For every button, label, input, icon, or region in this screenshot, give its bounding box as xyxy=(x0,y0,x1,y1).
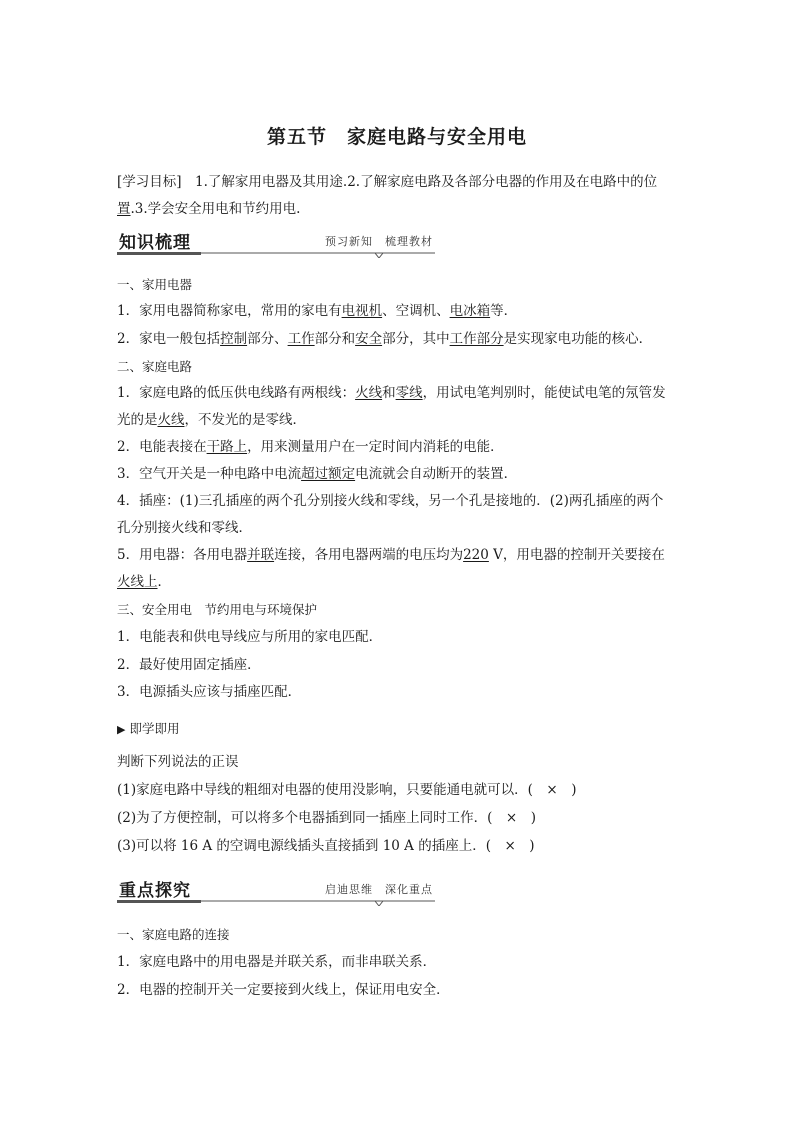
objectives-line-1: [学习目标] 1.了解家用电器及其用途.2.了解家庭电路及各部分电器的作用及在电路中的位 xyxy=(117,174,658,190)
section-heading: 三、安全用电 节约用电与环境保护 xyxy=(117,602,318,617)
paragraph: 4．插座：(1)三孔插座的两个孔分别接火线和零线，另一个孔是接地的．(2)两孔插座的两个 xyxy=(117,493,664,509)
paragraph: 1．家用电器简称家电，常用的家电有电视机、空调机、电冰箱等． xyxy=(117,303,518,319)
paragraph: 5．用电器：各用电器并联连接，各用电器两端的电压均为220 V，用电器的控制开关要接在 xyxy=(117,547,665,563)
section-heading: 一、家庭电路的连接 xyxy=(117,927,230,942)
banner-subtitle: 预习新知 梳理教材 xyxy=(325,235,433,248)
text: .3.学会安全用电和节约用电. xyxy=(130,201,301,217)
paragraph: 2．家电一般包括控制部分、工作部分和安全部分，其中工作部分是实现家电功能的核心． xyxy=(117,331,653,347)
paragraph: 2．电器的控制开关一定要接到火线上，保证用电安全． xyxy=(117,982,450,998)
paragraph: 2．最好使用固定插座． xyxy=(117,657,261,673)
play-circle-icon: ▶ xyxy=(117,723,126,736)
paragraph: 1．家庭电路中的用电器是并联关系，而非串联关系． xyxy=(117,954,437,970)
paragraph: 3．空气开关是一种电路中电流超过额定电流就会自动断开的装置． xyxy=(117,466,518,482)
page-title: 第五节 家庭电路与安全用电 xyxy=(266,126,527,148)
banner-title: 重点探究 xyxy=(119,881,191,901)
section-heading: 二、家庭电路 xyxy=(117,359,193,374)
paragraph: 1．电能表和供电导线应与所用的家电匹配． xyxy=(117,629,383,645)
objectives-line-2 xyxy=(117,199,300,219)
section-banner-key-points xyxy=(117,876,435,906)
judgement-item: (2)为了方便控制，可以将多个电器插到同一插座上同时工作．( × ) xyxy=(117,810,536,826)
section-banner-knowledge xyxy=(117,228,435,258)
paragraph: 3．电源插头应该与插座匹配． xyxy=(117,684,302,700)
underlined-term: 置 xyxy=(117,201,131,217)
paragraph: 光的是火线，不发光的是零线． xyxy=(117,412,306,428)
paragraph: 2．电能表接在干路上，用来测量用户在一定时间内消耗的电能． xyxy=(117,439,504,455)
quick-practice-label: 即学即用 xyxy=(129,721,180,736)
judgement-item: (1)家庭电路中导线的粗细对电器的使用没影响，只要能通电就可以．( × ) xyxy=(117,782,577,798)
paragraph: 1．家庭电路的低压供电线路有两根线：火线和零线，用试电笔判别时，能使试电笔的氖管发 xyxy=(117,385,666,401)
judgement-item: (3)可以将 16 A 的空调电源线插头直接插到 10 A 的插座上．( × ) xyxy=(117,838,535,854)
banner-subtitle: 启迪思维 深化重点 xyxy=(325,883,433,896)
paragraph: 判断下列说法的正误 xyxy=(117,754,239,770)
section-heading: 一、家用电器 xyxy=(117,277,193,292)
paragraph: 孔分别接火线和零线． xyxy=(117,520,252,536)
paragraph: 火线上． xyxy=(117,574,171,590)
quick-practice-heading xyxy=(117,719,179,740)
banner-title: 知识梳理 xyxy=(119,233,191,253)
